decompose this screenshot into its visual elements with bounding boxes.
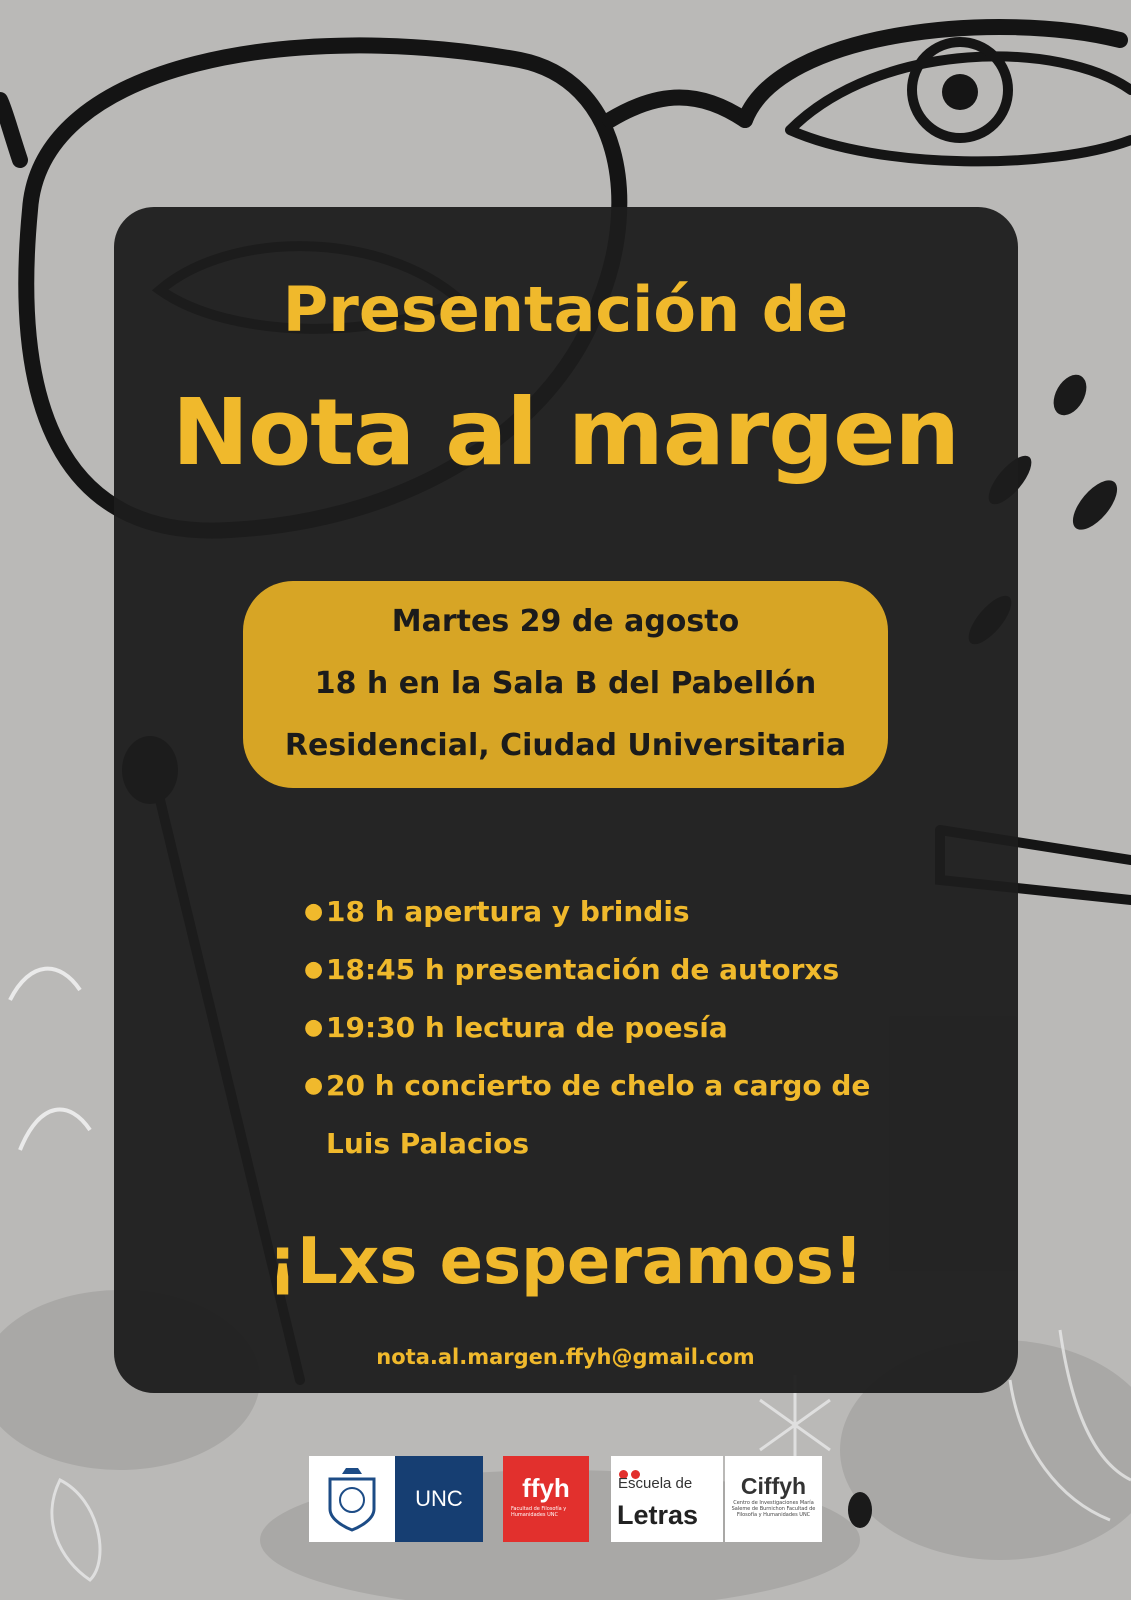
ciffyh-caption: Centro de Investigaciones María Saleme de Burnichon Facultad de Filosofía y Humanidades UNC: [731, 1500, 816, 1518]
contact-email[interactable]: nota.al.margen.ffyh@gmail.com: [376, 1345, 755, 1369]
event-subtitle: Presentación de: [282, 273, 849, 346]
bullet-icon: ●: [304, 899, 324, 924]
ciffyh-label: Ciffyh: [740, 1473, 807, 1499]
escuela-letras-logo: [611, 1456, 723, 1542]
ffyh-label: ffyh: [522, 1473, 570, 1503]
ciffyh-logo: [725, 1456, 822, 1542]
unc-label: UNC: [395, 1456, 483, 1542]
event-time-place: 18 h en la Sala B del Pabellón: [314, 666, 817, 701]
schedule-item: ● 18:45 h presentación de autorxs: [300, 941, 880, 999]
event-location: Residencial, Ciudad Universitaria: [284, 728, 847, 763]
bullet-icon: ●: [304, 1073, 324, 1098]
letras-line1: Escuela de: [618, 1475, 693, 1492]
letras-line2: Letras: [617, 1500, 699, 1530]
event-title: Nota al margen: [171, 379, 959, 486]
schedule-item: ● 19:30 h lectura de poesía: [300, 999, 880, 1057]
unc-logo: [309, 1456, 483, 1542]
unc-seal-icon: [309, 1456, 395, 1542]
ffyh-caption: Facultad de Filosofía y Humanidades UNC: [511, 1506, 567, 1518]
schedule-item: ● 18 h apertura y brindis: [300, 883, 880, 941]
schedule-item-continuation: Luis Palacios: [326, 1127, 530, 1160]
event-info-pill: [243, 581, 888, 788]
schedule-item: ● 20 h concierto de chelo a cargo de: [300, 1057, 880, 1115]
bullet-icon: ●: [304, 957, 324, 982]
event-schedule: [300, 883, 880, 1173]
event-date: Martes 29 de agosto: [391, 604, 740, 639]
bullet-icon: ●: [304, 1015, 324, 1040]
ffyh-logo: [503, 1456, 589, 1542]
closing-message: ¡Lxs esperamos!: [267, 1225, 864, 1299]
